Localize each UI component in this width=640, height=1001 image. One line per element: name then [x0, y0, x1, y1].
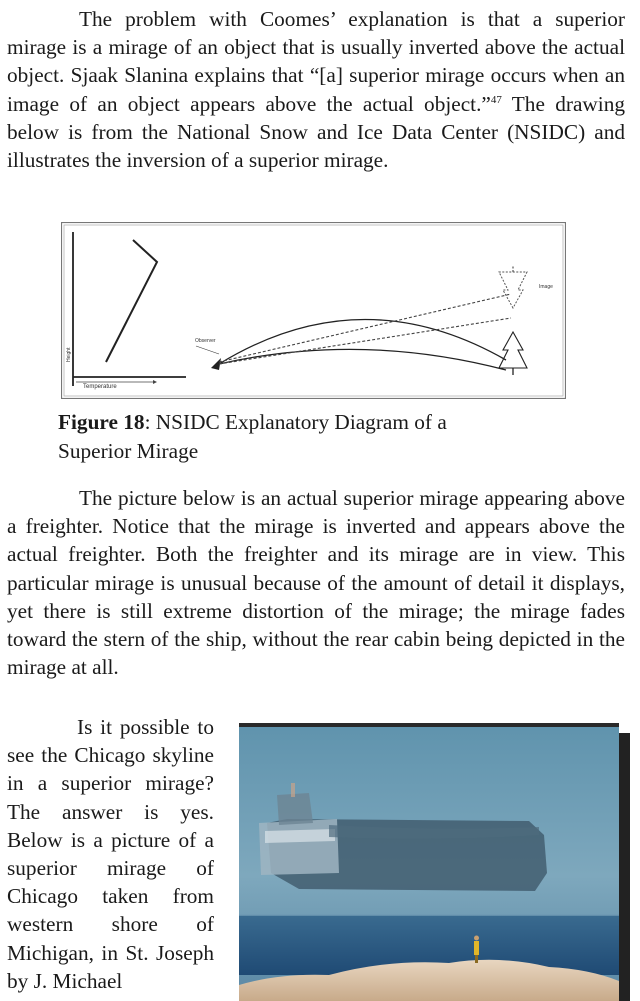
observer-label: Observer — [195, 338, 216, 344]
figure-label: Figure 18 — [58, 410, 145, 434]
mirage-cabin-block — [259, 819, 339, 875]
paragraph-1 — [7, 5, 625, 174]
mirage-upper-structure — [277, 793, 313, 825]
height-axis-label: Height — [66, 347, 72, 362]
figure-caption — [58, 408, 518, 465]
paragraph-3 — [7, 713, 214, 995]
freighter-mirage-photo — [239, 723, 630, 1001]
photo-shadow-edge — [619, 733, 630, 1001]
image-label: Image — [539, 284, 553, 290]
paragraph-1-continued: The drawing below is from the National Snow and Ice Data Center (NSIDC) and illustrates the inversion of a superior mirage. — [7, 91, 625, 173]
paragraph-1-text: The problem with Coomes’ explanation is that a superior mirage is a mirage of an object that is usually inverted above the actual object. Sjaak Slanina explains that “[a] superior mirage occurs when an image of an object appears above the actual object.” — [7, 7, 625, 116]
diagram-frame — [62, 223, 566, 399]
mirage-mast — [291, 783, 295, 797]
paragraph-2 — [7, 484, 625, 681]
footnote-marker[interactable]: 47 — [490, 93, 502, 106]
photo-top-border — [239, 723, 619, 727]
paragraph-3-text: Is it possible to see the Chicago skyline in a superior mirage? The answer is yes. Below is a picture of a superior mirage of Chicago taken from western shore of Michigan, in St. Joseph by J. Michael — [7, 715, 214, 993]
figure-caption-text: : NSIDC Explanatory Diagram of a Superior Mirage — [58, 410, 447, 463]
temperature-axis-label: Temperature — [83, 384, 117, 390]
mirage-cabin-windows — [265, 829, 335, 843]
paragraph-2-text: The picture below is an actual superior mirage appearing above a freighter. Notice that the mirage is inverted and appears above the actual freighter. Both the freighter and its mirage are in view. This particular mirage is unusual because of the amount of detail it displays, yet there is still extreme distortion of the mirage; the mirage fades toward the stern of the ship, without the rear cabin being depicted in the mirage at all. — [7, 486, 625, 680]
superior-mirage-diagram — [61, 222, 566, 399]
